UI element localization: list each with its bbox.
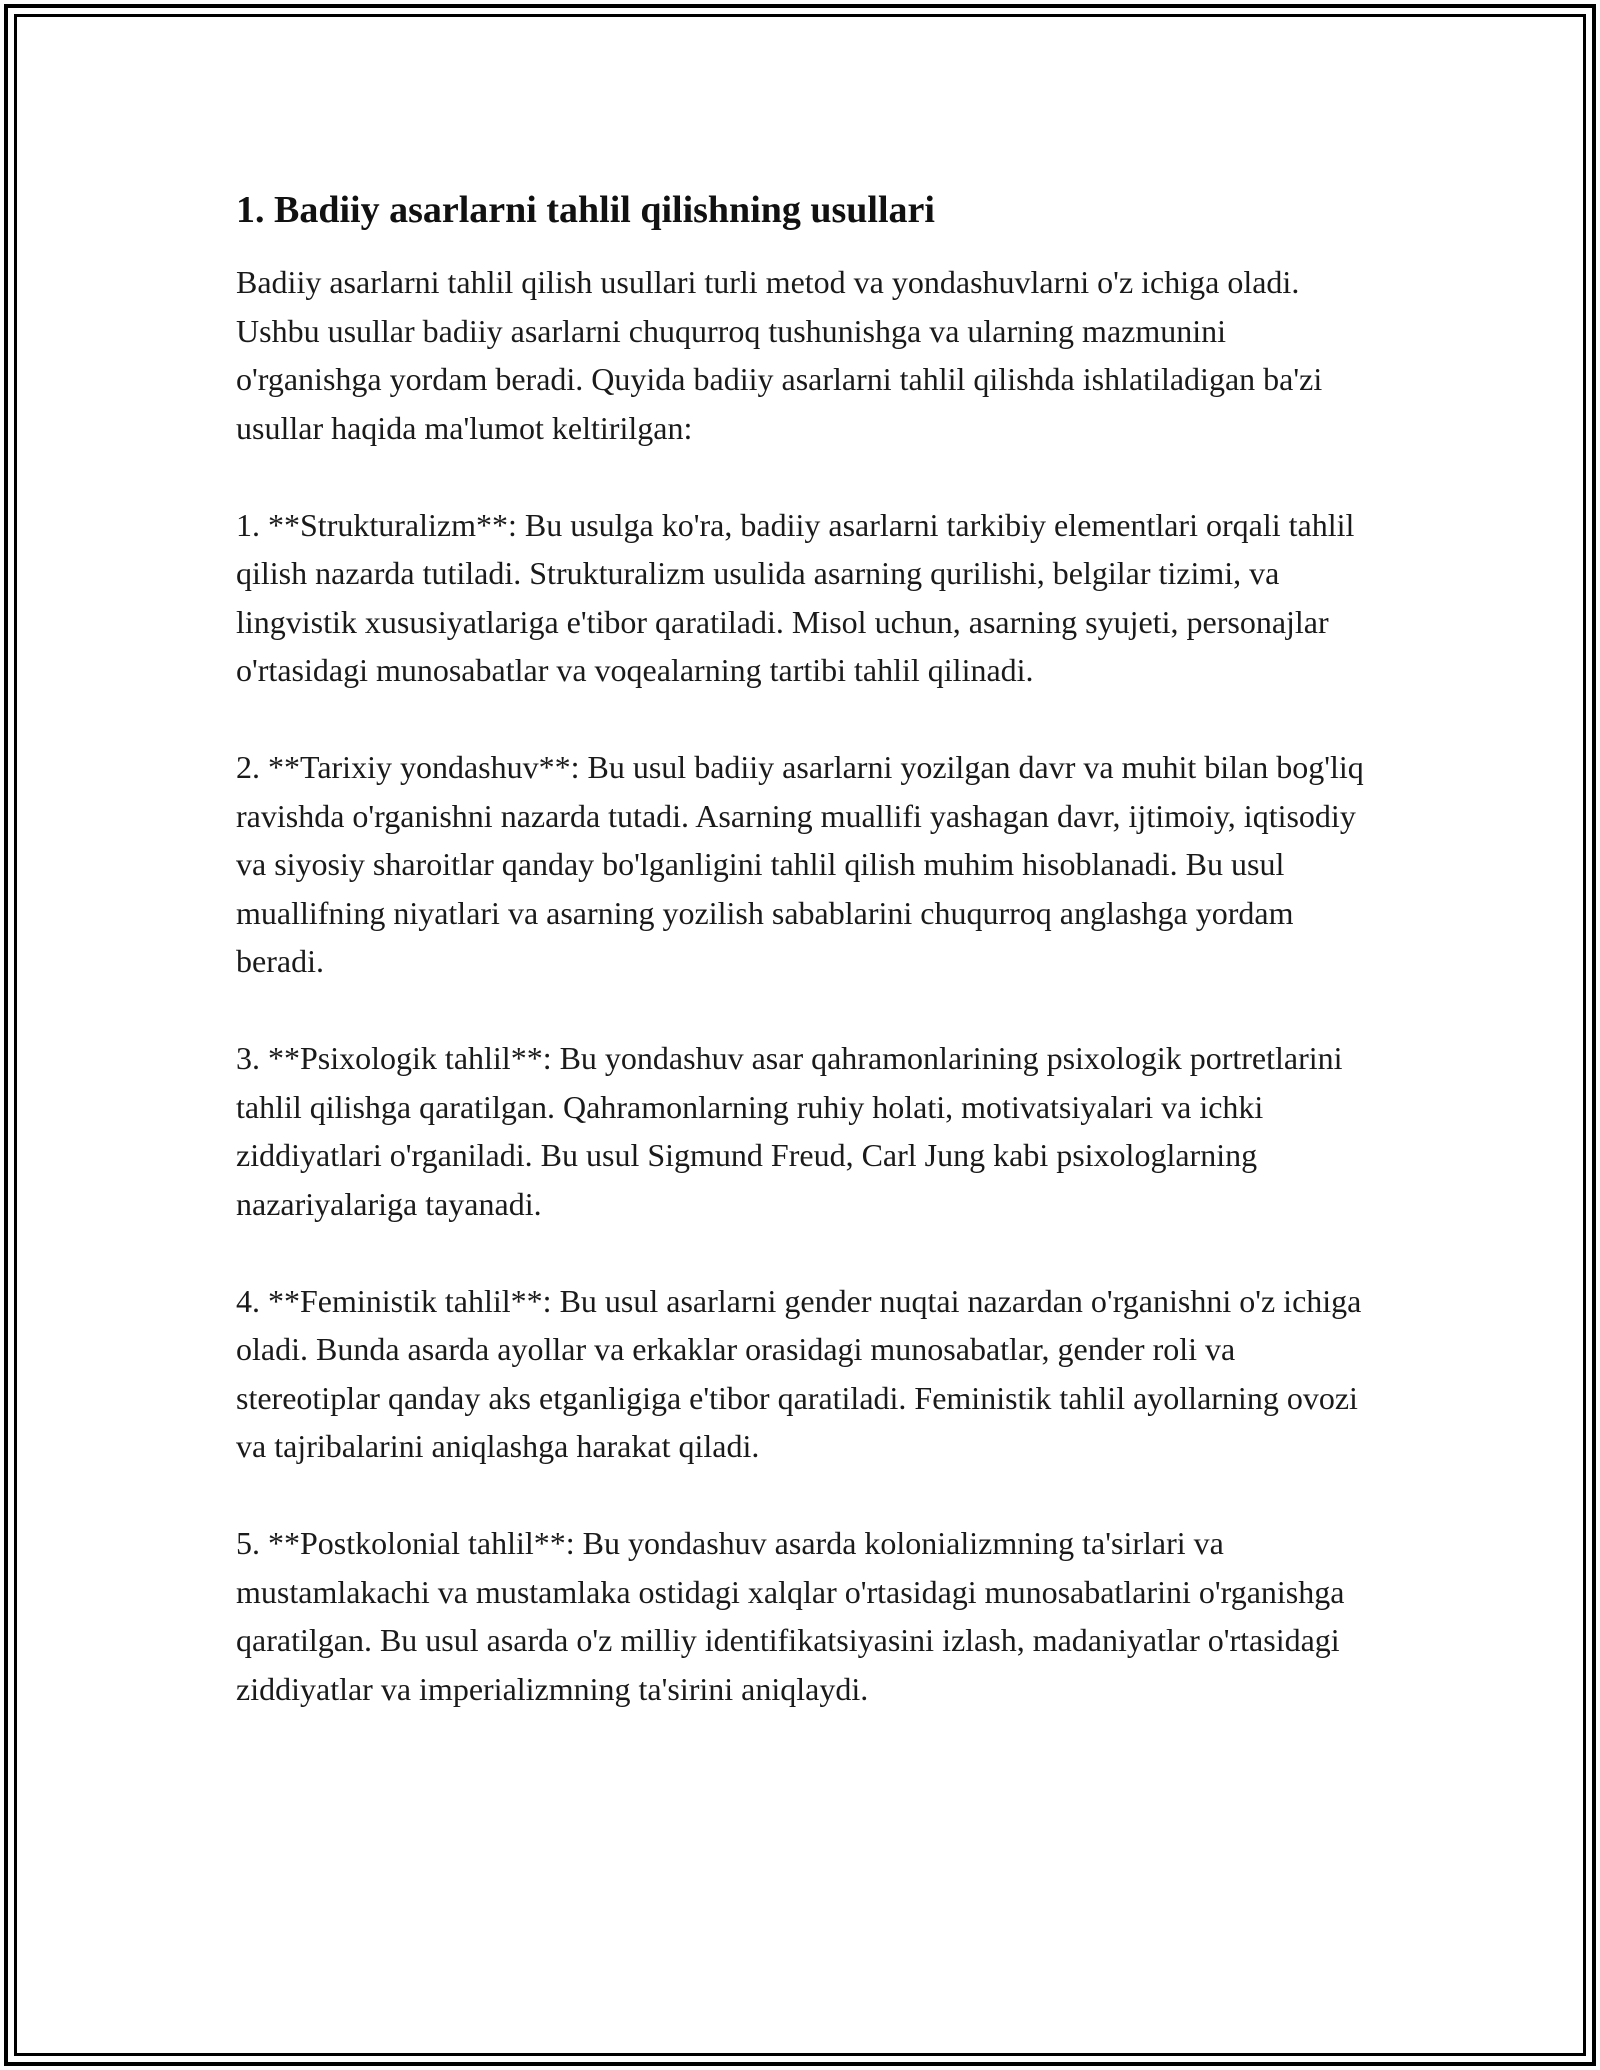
paragraph-postkolonial-tahlil: 5. **Postkolonial tahlil**: Bu yondashuv asarda kolonializmning ta'sirlari va mustamlakachi va mustamlaka ostidagi xalqlar o'rtasidagi munosabatlarini o'rganishga qaratilgan. Bu usul asarda o'z milliy identifikatsiyasini izlash, madaniyatlar o'rtasidagi ziddiyatlar va imperializmning ta'sirini aniqlaydi. <box>236 1525 1345 1707</box>
section-heading: 1. Badiiy asarlarni tahlil qilishning usullari <box>236 189 935 231</box>
intro-paragraph: Badiiy asarlarni tahlil qilish usullari turli metod va yondashuvlarni o'z ichiga oladi. Ushbu usullar badiiy asarlarni chuqurroq tushunishga va ularning mazmunini o'rganishga yordam beradi. Quyida badiiy asarlarni tahlil qilishda ishlatiladigan ba'zi usullar haqida ma'lumot keltirilgan: <box>236 264 1323 446</box>
paragraph-tarixiy-yondashuv: 2. **Tarixiy yondashuv**: Bu usul badiiy asarlarni yozilgan davr va muhit bilan bog'liq ravishda o'rganishni nazarda tutadi. Asarning muallifi yashagan davr, ijtimoiy, iqtisodiy va siyosiy sharoitlar qanday bo'lganligini tahlil qilish muhim hisoblanadi. Bu usul muallifning niyatlari va asarning yozilish sabablarini chuqurroq anglashga yordam beradi. <box>236 749 1364 979</box>
paragraph-feministik-tahlil: 4. **Feministik tahlil**: Bu usul asarlarni gender nuqtai nazardan o'rganishni o'z ichiga oladi. Bunda asarda ayollar va erkaklar orasidagi munosabatlar, gender roli va stereotiplar qanday aks etganligiga e'tibor qaratiladi. Feministik tahlil ayollarning ovozi va tajribalarini aniqlashga harakat qiladi. <box>236 1282 1362 1464</box>
paragraph-strukturalizm: 1. **Strukturalizm**: Bu usulga ko'ra, badiiy asarlarni tarkibiy elementlari orqali tahlil qilish nazarda tutiladi. Strukturalizm usulida asarning qurilishi, belgilar tizimi, va lingvistik xususiyatlariga e'tibor qaratiladi. Misol uchun, asarning syujeti, personajlar o'rtasidagi munosabatlar va voqealarning tartibi tahlil qilinadi. <box>236 506 1355 688</box>
document-content <box>236 186 1366 1713</box>
paragraph-psixologik-tahlil: 3. **Psixologik tahlil**: Bu yondashuv asar qahramonlarining psixologik portretlarini tahlil qilishga qaratilgan. Qahramonlarning ruhiy holati, motivatsiyalari va ichki ziddiyatlari o'rganiladi. Bu usul Sigmund Freud, Carl Jung kabi psixologlarning nazariyalariga tayanadi. <box>236 1040 1343 1222</box>
